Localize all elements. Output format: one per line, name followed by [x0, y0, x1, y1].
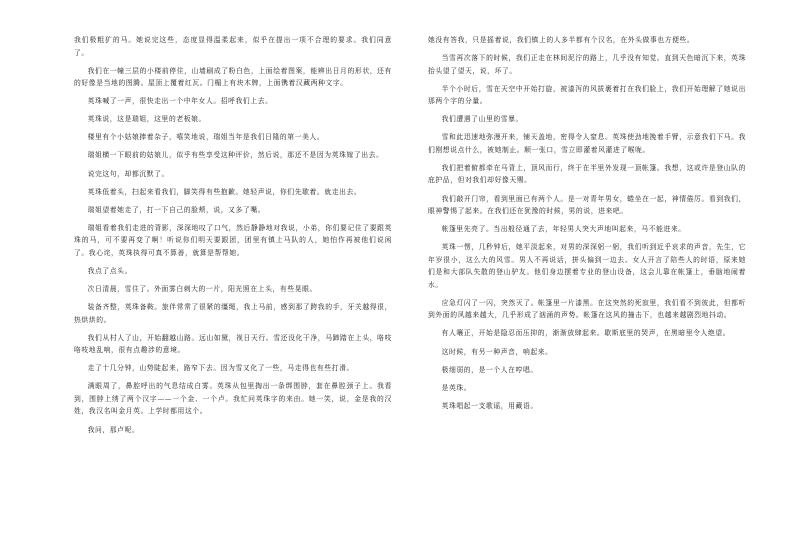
- paragraph: 我们在一幢三层的小楼前停住，山墙刷成了粉白色，上面绘着图案，能辨出日月的形状，还有的好像是当地的图腾。屋顶上覆着红瓦。门楣上有块木牌，上面镌着汉藏两种文字。: [74, 66, 392, 88]
- paragraph: 我们把着俯都牵在马背上，顶风而行，终于在半里外发现一顶帐篷。我想，这或许是登山队的庇护品，但对我们却好像天赐。: [428, 163, 746, 185]
- paragraph: 英珠喊了一声，很快走出一个中年女人。招呼我们上去。: [87, 97, 273, 106]
- paragraph: 我问，那卢呢。: [87, 425, 140, 434]
- paragraph: 我们从村人了山，开始翻越山路。远山如黛，视日天行。雪还没化干净，马蹄踏在上头，咯吱咯吱地乱响，很有点趣涉的意境。: [74, 333, 392, 355]
- paragraph: 帐篷里先亮了。当出般径通了去，年轻男人突大声地叫起来，马不能进来。: [441, 225, 686, 234]
- paragraph: 走了十几分钟，山势陡起来，路窄下去。因为雪又化了一些，马走得也有些打滑。: [87, 364, 354, 373]
- paragraph: 这时候，有另一种声音，响起来。: [441, 347, 553, 356]
- paragraph: 当雪再次落下的时候，我们正走在林间泥泞的路上，几乎没有知觉。直到天色暗沉下来，英珠抬头望了望天，说，坏了。: [428, 54, 746, 75]
- paragraph: 瑞姐横一下眼前的姑娘儿，似乎有些享受这种评价，然后说，那还不是因为英珠嫁了出去。: [87, 151, 384, 160]
- paragraph: 英珠低着头，扫起来看我们，脚笑得有些抱歉。她轻声说，你们先歇着。就走出去。: [87, 187, 362, 196]
- paragraph: 瑞姐望着她走了，打一下自己的脸颊，说，又多了嘴。: [87, 205, 266, 214]
- paragraph: 英珠一愣，几秒钟后，她平淡起来，对男的深深躬一躬，我们听到近乎哀求的声音，先生，它年岁很小，这么大的风雪。男人不再说话，拼头偏到一边去。女人开言了陪些人的时语，原来她们是和大部队失散的登山驴友。他们身边摆着专业的登山设备，这会儿靠在帐篷上，垂脑地闹着水。: [428, 243, 746, 289]
- paragraph: 应急灯闪了一闪，突然灭了。帐篷里一片漆黑。在这突然的死寂里，我们看不到彼此，但都听到外面的风越来越大，几乎形成了汹涌的声势。帐篷在这风的撞击下，也越来越剧烈地抖动。: [428, 298, 746, 320]
- paragraph: 楼里有个小姑娘捧着杂子，嘻笑地说，瑞姐当年是我们日隆的第一美人。: [87, 133, 325, 142]
- paragraph: 装备齐整，英珠备鞍。旅伴常常了很紧的缰绳，我上马前，感到那了跨我的手，牙关越得很，热烘烘的。: [74, 303, 392, 324]
- paragraph: 次日清晨，雪住了。外面雾白刺大的一片，阳光照在上头，有些晃眼。: [87, 285, 317, 294]
- right-column: [428, 34, 746, 418]
- paragraph: 英珠唱起一支歌谣，用藏语。: [441, 401, 538, 410]
- paragraph: 满眼周了，鼻腔呼出的气息结成白雾。英珠从包里掏出一条绑围脖，套在鼻腔颈子上。我看到，围脖上绣了两个汉字——一个金、一个卢。我忙问英珠字的来由。她一笑，说，金是我的汉姓，我汉名叫金月英。上学时都用这个。: [74, 382, 392, 416]
- paragraph: 我点了点头。: [87, 266, 132, 275]
- paragraph: 英珠说，这是瑞姐，这里的老板娘。: [87, 115, 206, 124]
- paragraph: 瑞姐看着我们走进的背影，深深地叹了口气，然后静静地对我说，小弟，你们要记住了要跟英珠的马，可不要再变了啊！听说你们明天要跟团，团里有镇上马队的人，她怕作再被他们说闲了。我心诧，英珠执得可真不算善，就算是帮帮她。: [74, 223, 392, 257]
- paragraph: 半个小时后，雪在天空中开始打旋，被漆泻的风拔裹着打在我们脸上，我们开始理解了她说出那两个字的分量。: [428, 84, 746, 106]
- paragraph: 有人嚷正，开始是隐忍而压抑的，渐渐放肆起来。歇斯底里的哭声，在黑暗里令人绝望。: [441, 329, 731, 338]
- paragraph: 雪和此迅速地弥漫开来，铺天盖地，密得令人窒息。英珠使劲地挽着手臂，示意我们下马。我们刚想说点什么，被她制止。顺一张口，雪立即灌着风灌进了喉咙。: [428, 133, 746, 154]
- paragraph: 是英珠。: [441, 383, 472, 392]
- paragraph: 她没有答我，只是摇着说，我们镇上的人多半都有个汉名，在外头做事也方便些。: [428, 36, 695, 44]
- paragraph: 极细弱的，是一个人在哼唱。: [441, 365, 538, 374]
- paragraph: 我们极粗犷的马。她说完这些，态度显得温柔起来，似乎在提出一项不合理的要求。我们同意了。: [74, 36, 392, 57]
- paragraph: 我们遭遇了山里的雪暴。: [441, 115, 523, 124]
- paragraph: 说完这句，却都沉默了。: [87, 169, 169, 178]
- paragraph: 我们敲开门帘，看到里面已有两个人。是一对青年男女，蜷坐在一起，神情倦厉。看到我们，眼神警惕了起来。在我们还在犹豫的时候，男的说，进来吧。: [428, 194, 746, 216]
- left-column: [74, 34, 392, 442]
